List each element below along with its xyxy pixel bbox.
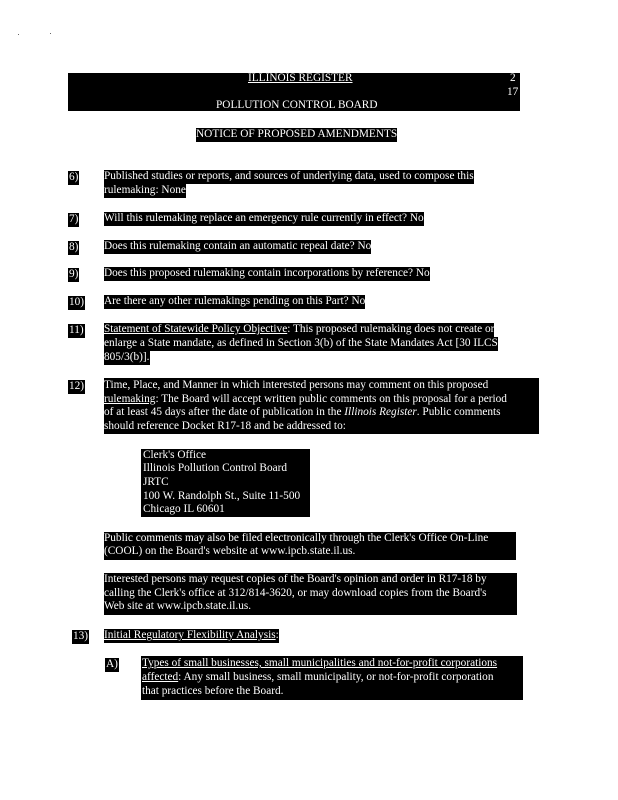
copies-paragraph-line-1: Interested persons may request copies of the Board's opinion and order in R17-18 by: [104, 573, 487, 585]
address-line-5: Chicago IL 60601: [143, 503, 225, 515]
item-13a-line-3: that practices before the Board.: [142, 685, 284, 697]
item-9-line-1: Does this proposed rulemaking contain incorporations by reference? No: [104, 267, 430, 279]
item-13-number: 13): [73, 630, 89, 642]
item-11-line-1: Statement of Statewide Policy Objective: This proposed rulemaking does not create or: [104, 323, 495, 335]
item-12-line-3: of at least 45 days after the date of publication in the Illinois Register. Public comments: [104, 406, 501, 418]
item-12-number: 12): [69, 380, 85, 392]
scan-speck: [50, 33, 51, 34]
register-title: ILLINOIS REGISTER: [248, 72, 353, 84]
item-11-line-2: enlarge a State mandate, as defined in Section 3(b) of the State Mandates Act [30 ILCS: [104, 337, 498, 349]
policy-objective-label: Statement of Statewide Policy Objective: [104, 323, 288, 335]
item-12-line-2: rulemaking: The Board will accept written public comments on this proposal for a period: [104, 393, 507, 405]
page-number: 2: [510, 72, 516, 84]
address-line-4: 100 W. Randolph St., Suite 11-500: [143, 490, 301, 502]
item-10-line-1: Are there any other rulemakings pending on this Part? No: [104, 295, 366, 307]
scan-speck: [18, 34, 19, 35]
item-13a-number: A): [106, 658, 118, 670]
item-13a-line-1: Types of small businesses, small municipalities and not-for-profit corporations: [142, 657, 498, 669]
issue-number: 17: [507, 86, 519, 98]
item-11-number: 11): [69, 324, 84, 336]
copies-paragraph-line-2: calling the Clerk's office at 312/814-3620, or may download copies from the Board's: [104, 587, 487, 599]
item-8-number: 8): [69, 241, 79, 253]
flexibility-analysis-label: Initial Regulatory Flexibility Analysis: [104, 629, 276, 641]
cool-paragraph-line-1: Public comments may also be filed electronically through the Clerk's Office On-Line: [104, 532, 489, 544]
cool-paragraph-line-2: (COOL) on the Board's website at www.ipcb.state.il.us.: [104, 545, 356, 557]
item-8-line-1: Does this rulemaking contain an automatic repeal date? No: [104, 240, 372, 252]
item-7-number: 7): [69, 213, 79, 225]
item-13a-line-2: affected: Any small business, small municipality, or not-for-profit corporation: [142, 671, 494, 683]
notice-title: NOTICE OF PROPOSED AMENDMENTS: [196, 128, 398, 140]
item-6-line-1: Published studies or reports, and sources of underlying data, used to compose this: [104, 170, 474, 182]
address-line-2: Illinois Pollution Control Board: [143, 462, 288, 474]
board-name: POLLUTION CONTROL BOARD: [216, 99, 378, 111]
item-7-line-1: Will this rulemaking replace an emergency rule currently in effect? No: [104, 212, 424, 224]
item-11-line-3: 805/3(b)].: [104, 351, 150, 363]
rulemaking-label: rulemaking: [104, 393, 156, 405]
affected-label: affected: [142, 671, 179, 683]
item-12-line-4: should reference Docket R17-18 and be addressed to:: [104, 420, 346, 432]
item-10-number: 10): [69, 296, 85, 308]
item-6-number: 6): [69, 171, 79, 183]
address-line-3: JRTC: [143, 476, 169, 488]
illinois-register-italic: Illinois Register: [344, 406, 417, 418]
item-9-number: 9): [69, 268, 79, 280]
address-line-1: Clerk's Office: [143, 449, 206, 461]
item-6-line-2: rulemaking: None: [104, 184, 186, 196]
item-13-heading: Initial Regulatory Flexibility Analysis:: [104, 629, 279, 641]
item-12-line-1: Time, Place, and Manner in which interested persons may comment on this proposed: [104, 379, 489, 391]
copies-paragraph-line-3: Web site at www.ipcb.state.il.us.: [104, 600, 252, 612]
